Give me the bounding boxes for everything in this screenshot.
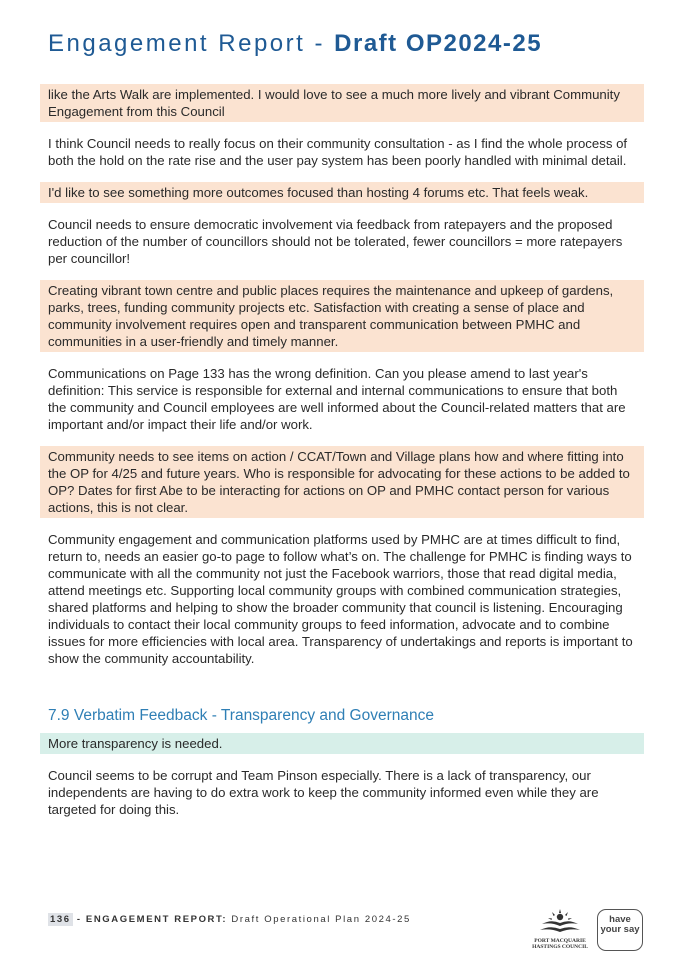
page-number: 136 (50, 914, 71, 925)
feedback-entry: Council seems to be corrupt and Team Pinson especially. There is a lack of transparency, our independents are having to do extra work to keep the community informed even while they are targeted for doing this. (48, 768, 599, 817)
footer-separator: - (72, 914, 86, 925)
have-your-say-line1: have (609, 914, 631, 925)
council-emblem-icon (530, 906, 590, 938)
feedback-entry: like the Arts Walk are implemented. I would love to see a much more lively and vibrant Community Engagement from this Council (40, 84, 644, 122)
feedback-entry: More transparency is needed. (40, 733, 644, 754)
have-your-say-line2: your say (600, 924, 640, 935)
council-name-line1: PORT MACQUARIE (534, 938, 586, 944)
feedback-entry: I think Council needs to really focus on their community consultation - as I find the whole process of both the hold on the rate rise and the user pay system has been poorly handled with minimal detail. (48, 136, 628, 168)
page-footer (48, 914, 411, 925)
title-document: Draft OP2024-25 (334, 30, 543, 57)
feedback-entry: Council needs to ensure democratic involvement via feedback from ratepayers and the proposed reduction of the number of councillors should not be tolerated, fewer councillors = more ratepayers per councillor! (48, 217, 623, 266)
feedback-entry: Communications on Page 133 has the wrong definition. Can you please amend to last year's definition: This service is responsible for external and internal communications to ensure that both the community and Council employees are well informed about the Council-related matters that are important and/or impact their life and/or work. (48, 366, 626, 432)
feedback-content (40, 84, 644, 831)
feedback-entry: Creating vibrant town centre and public places requires the maintenance and upkeep of gardens, parks, trees, funding community projects etc. Satisfaction with creating a sense of place and community involvement requires open and transparent communication between PMHC and communities in a user-friendly and timely manner. (40, 280, 644, 352)
council-logo (530, 906, 590, 958)
feedback-entry: Community needs to see items on action / CCAT/Town and Village plans how and where fitting into the OP for 4/25 and future years. Who is responsible for advocating for these actions to be added to OP? Dates for first Abe to be interacting for actions on OP and PMHC contact person for various actions, this is not clear. (40, 446, 644, 518)
footer-doc-title: Draft Operational Plan 2024-25 (227, 914, 411, 925)
feedback-list (40, 84, 644, 669)
have-your-say-logo (597, 909, 643, 951)
footer-report-label: ENGAGEMENT REPORT: (85, 914, 228, 925)
feedback-entry: I'd like to see something more outcomes focused than hosting 4 forums etc. That feels weak. (40, 182, 644, 203)
title-prefix: Engagement Report - (48, 30, 335, 57)
section-heading: 7.9 Verbatim Feedback - Transparency and Governance (48, 707, 434, 724)
feedback-entry: Community engagement and communication platforms used by PMHC are at times difficult to find, return to, needs an easier go-to page to follow what’s on. The challenge for PMHC is finding ways to communicate with all the community not just the Facebook warriors, those that read digital media, attend meetings etc. Supporting local community groups with combined communication strategies, shared platforms and helping to show the broader community that council is listening. Encouraging individuals to contact their local community groups to feed information, advocate and to combine issues for more efficiencies with local area. Transparency of undertakings and reports is important to show the community accountability. (48, 532, 633, 666)
council-name-line2: HASTINGS COUNCIL (532, 944, 588, 950)
page-title (48, 30, 542, 58)
feedback-list-transparency (40, 733, 644, 820)
